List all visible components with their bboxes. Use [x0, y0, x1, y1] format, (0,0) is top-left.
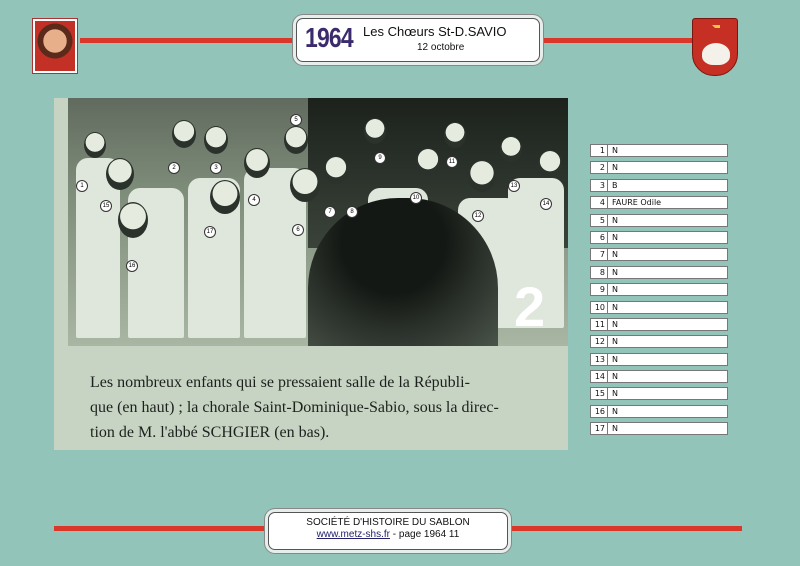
name-row — [590, 283, 728, 296]
photo-caption — [90, 370, 550, 445]
marker-11: 11 — [446, 156, 458, 168]
title-year: 1964 — [305, 22, 353, 53]
name-row-name[interactable]: N — [612, 267, 618, 277]
name-row-number: 14 — [591, 371, 608, 382]
name-row — [590, 301, 728, 314]
marker-17: 17 — [204, 226, 216, 238]
marker-3: 3 — [210, 162, 222, 174]
name-row-number: 11 — [591, 319, 608, 330]
name-row-number: 16 — [591, 406, 608, 417]
site-link[interactable]: www.metz-shs.fr — [316, 529, 390, 540]
name-row-number: 10 — [591, 302, 608, 313]
marker-9: 9 — [374, 152, 386, 164]
marker-8: 8 — [346, 206, 358, 218]
name-row-name[interactable]: N — [612, 372, 618, 382]
name-row-number: 13 — [591, 354, 608, 365]
name-row-number: 5 — [591, 215, 608, 226]
name-row-number: 6 — [591, 232, 608, 243]
name-row-name[interactable]: N — [612, 406, 618, 416]
name-row — [590, 248, 728, 261]
header-line-right — [540, 38, 692, 43]
name-row-name[interactable]: N — [612, 319, 618, 329]
name-row-number: 12 — [591, 336, 608, 347]
caption-line: Les nombreux enfants qui se pressaient salle de la Républi- — [90, 374, 470, 391]
newspaper-photo — [54, 98, 568, 450]
footer-page-line — [269, 529, 507, 540]
name-row — [590, 353, 728, 366]
name-row-number: 7 — [591, 249, 608, 260]
name-row-name[interactable]: N — [612, 215, 618, 225]
name-row — [590, 318, 728, 331]
marker-2: 2 — [168, 162, 180, 174]
marker-6: 6 — [292, 224, 304, 236]
name-row — [590, 196, 728, 209]
photo-scene — [68, 98, 568, 346]
marker-10: 10 — [410, 192, 422, 204]
name-row — [590, 335, 728, 348]
name-row-number: 15 — [591, 388, 608, 399]
marker-16: 16 — [126, 260, 138, 272]
name-list — [590, 144, 728, 440]
society-name: SOCIÉTÉ D'HISTOIRE DU SABLON — [306, 517, 470, 528]
name-row — [590, 144, 728, 157]
name-row — [590, 422, 728, 435]
page-number: - page 1964 11 — [390, 529, 460, 540]
name-row-name[interactable]: N — [612, 232, 618, 242]
page-title: Les Chœurs St-D.SAVIO — [363, 24, 507, 39]
name-row — [590, 387, 728, 400]
marker-1: 1 — [76, 180, 88, 192]
marker-13: 13 — [508, 180, 520, 192]
name-row-name[interactable]: N — [612, 302, 618, 312]
name-row-number: 4 — [591, 197, 608, 208]
name-row — [590, 179, 728, 192]
name-row-number: 8 — [591, 267, 608, 278]
name-row-name[interactable]: N — [612, 163, 618, 173]
name-row-number: 1 — [591, 145, 608, 156]
photo-number: 2 — [514, 275, 546, 338]
name-row — [590, 266, 728, 279]
name-row — [590, 231, 728, 244]
name-row-name[interactable]: N — [612, 146, 618, 155]
name-row — [590, 370, 728, 383]
portrait-medallion-icon — [32, 18, 78, 74]
name-row-name[interactable]: B — [612, 180, 618, 190]
name-row — [590, 214, 728, 227]
caption-line: tion de M. l'abbé SCHGIER (en bas). — [90, 424, 330, 441]
sablon-crest-icon — [692, 18, 738, 76]
marker-5: 5 — [290, 114, 302, 126]
marker-7: 7 — [324, 206, 336, 218]
caption-line: que (en haut) ; la chorale Saint-Dominique-Sabio, sous la direc- — [90, 399, 499, 416]
name-row-number: 2 — [591, 162, 608, 173]
name-row-name[interactable]: N — [612, 285, 618, 295]
name-row — [590, 161, 728, 174]
title-box — [296, 18, 540, 62]
name-row-number: 9 — [591, 284, 608, 295]
name-row-name[interactable]: N — [612, 354, 618, 364]
name-row-name[interactable]: FAURE Odile — [612, 198, 662, 208]
name-row — [590, 405, 728, 418]
footer-line-left — [54, 526, 270, 531]
marker-4: 4 — [248, 194, 260, 206]
name-row-number: 17 — [591, 423, 608, 434]
marker-12: 12 — [472, 210, 484, 222]
name-row-number: 3 — [591, 180, 608, 191]
name-row-name[interactable]: N — [612, 424, 618, 434]
name-row-name[interactable]: N — [612, 337, 618, 347]
name-row-name[interactable]: N — [612, 389, 618, 399]
name-row-name[interactable]: N — [612, 250, 618, 260]
header-line-left — [80, 38, 298, 43]
footer-box — [268, 512, 508, 550]
footer-line-right — [508, 526, 742, 531]
marker-14: 14 — [540, 198, 552, 210]
page-date: 12 octobre — [417, 42, 465, 53]
marker-15: 15 — [100, 200, 112, 212]
